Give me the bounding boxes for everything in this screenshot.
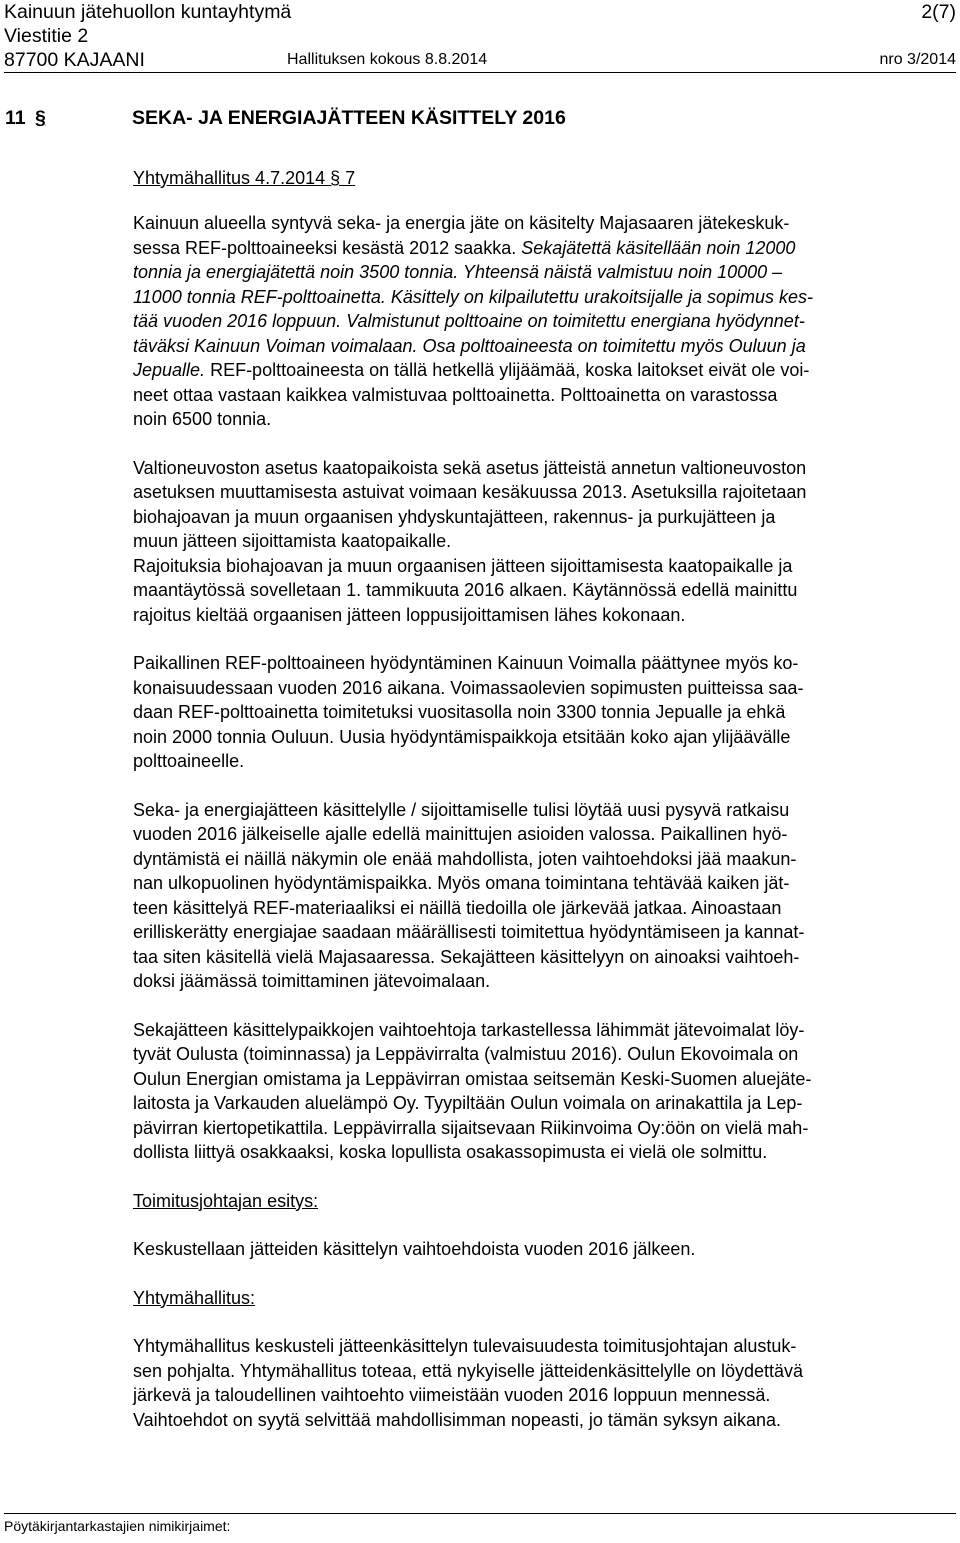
paragraph-current-situation [133,211,948,432]
ceo-proposal-text: Keskustellaan jätteiden käsittelyn vaihtoehdoista vuoden 2016 jälkeen. [133,1239,696,1259]
board-label: Yhtymähallitus: [133,1287,256,1308]
paragraph-regulation: Valtioneuvoston asetus kaatopaikoista sekä asetus jätteistä annetun valtioneuvoston asetuksen muuttamisesta astuivat voimaan kesäkuussa 2013. Asetuksilla rajoitetaan biohajoavan ja muun orgaanisen yhdyskuntajätteen, rakennus- ja purkujätteen ja muun jätteen sijoittamista kaatopaikalle. [133,457,807,551]
footer [4,1513,956,1538]
document-number: nro 3/2014 [879,51,956,68]
section-number: 11 [5,107,26,129]
footer-initials-label: Pöytäkirjantarkastajien nimikirjaimet: [4,1518,231,1534]
paragraph-sign: § [35,107,46,129]
header-line-3 [4,48,956,73]
paragraph-restrictions: Rajoituksia biohajoavan ja muun orgaanisen jätteen sijoittamisesta kaatopaikalle ja maantäytössä sovelletaan 1. tammikuuta 2016 alkaen. Käytännössä edellä mainittu rajoitus kieltää orgaanisen jätteen loppusijoittamisen lähes kokonaan. [133,555,798,625]
paragraph-options: Sekajätteen käsittelypaikkojen vaihtoehtoja tarkastellessa lähimmät jätevoimalat löy- tyvät Oulusta (toiminnassa) ja Leppävirralta (valmistuu 2016). Oulun Ekovoimala on Oulun Energian omistama ja Leppävirran omistaa seitsemän Keski-Suomen aluejäte- laitosta ja Varkauden aluelämpö Oy. Tyypiltään Oulun voimala on arinakattila ja Lep- pävirran kiertopetikattila. Leppävirralla sijaitsevaan Riikinvoima Oy:öön on vielä mah- dollista liittyä osakkaaksi, koska lopullista osakassopimusta ei vielä ole solmittu. [133,1019,812,1162]
paragraph-1-start: Kainuun alueella syntyvä seka- ja energia jäte on käsitelty Majasaaren jätekeskuk- sessa REF-polttoaineeksi kesästä 2012 saakka. [133,213,790,258]
board-decision-text: Yhtymähallitus keskusteli jätteenkäsittelyn tulevaisuudesta toimitusjohtajan alustuk- sen pohjalta. Yhtymähallitus toteaa, että nykyiselle jätteidenkäsittelylle on löydettävä järkevä ja taloudellinen vaihtoehto viimeistään vuoden 2016 loppuun mennessä. Vaihtoehdot on syytä selvittää mahdollisimman nopeasti, jo tämän syksyn aikana. [133,1336,804,1430]
paragraph-1-end: REF-polttoaineesta on tällä hetkellä ylijäämää, koska laitokset eivät ole voi- neet ottaa vastaan kaikkea valmistuvaa polttoainetta. Polttoainetta on varastossa noin 6500 tonnia. [133,360,810,429]
paragraph-solution: Seka- ja energiajätteen käsittelylle / sijoittamiselle tulisi löytää uusi pysyvä ratkaisu vuoden 2016 jälkeiselle ajalle edellä mainittujen asioiden valossa. Paikallinen hyö- dyntämistä ei näillä näkymin ole enää mahdollista, joten vaihtoehdoksi jää maakun- nan ulkopuolinen hyödyntämispaikka. Myös omana toimintana tehtävää kaiken jät- teen käsittelyä REF-materiaaliksi ei näillä tiedoilla ole järkevää jatkaa. Ainoastaan erilliskerätty energiajae saadaan määrällisesti toimitettua hyödyntämiseen ja kannat- taa siten käsitellä vielä Majasaaressa. Sekajätteen käsittelyyn on ainoaksi vaihtoeh- doksi jäämässä toimittaminen jätevoimalaan. [133,799,805,991]
meeting-reference: Yhtymähallitus 4.7.2014 § 7 [133,168,356,188]
organization-name: Kainuun jätehuollon kuntayhtymä [4,1,292,23]
document-body [133,211,948,1456]
header-line-1 [4,0,956,24]
meeting-name: Hallituksen kokous 8.8.2014 [287,51,488,68]
page-number: 2(7) [921,1,956,23]
postal-address: 87700 KAJAANI [4,49,145,71]
section-heading [5,106,566,130]
street-address: Viestitie 2 [4,25,89,47]
paragraph-1-italic: Sekajätettä käsitellään noin 12000 tonnia ja energiajätettä noin 3500 tonnia. Yhteensä näistä valmistuu noin 10000 – 11000 tonnia REF-polttoainetta. Käsittely on kilpailutettu urakoitsijalle ja sopimus kes- tää vuoden 2016 loppuun. Valmistunut polttoaine on toimitettu energiana hyödynnet- täväksi Kainuun Voiman voimalaan. Osa polttoaineesta on toimitettu myös Ouluun ja Jepualle. [133,237,814,380]
ceo-proposal-label: Toimitusjohtajan esitys: [133,1190,319,1211]
header-line-2 [4,24,956,48]
paragraph-local-use: Paikallinen REF-polttoaineen hyödyntäminen Kainuun Voimalla päättynee myös ko- konaisuudessaan vuoden 2016 aikana. Voimassaolevien sopimusten puitteissa saa- daan REF-polttoainetta toimitetuksi vuositasolla noin 3300 tonnia Jepualle ja ehkä noin 2000 tonnia Ouluun. Uusia hyödyntämispaikkoja etsitään koko ajan ylijäävälle polttoaineelle. [133,653,804,771]
section-title: SEKA- JA ENERGIAJÄTTEEN KÄSITTELY 2016 [132,107,566,129]
